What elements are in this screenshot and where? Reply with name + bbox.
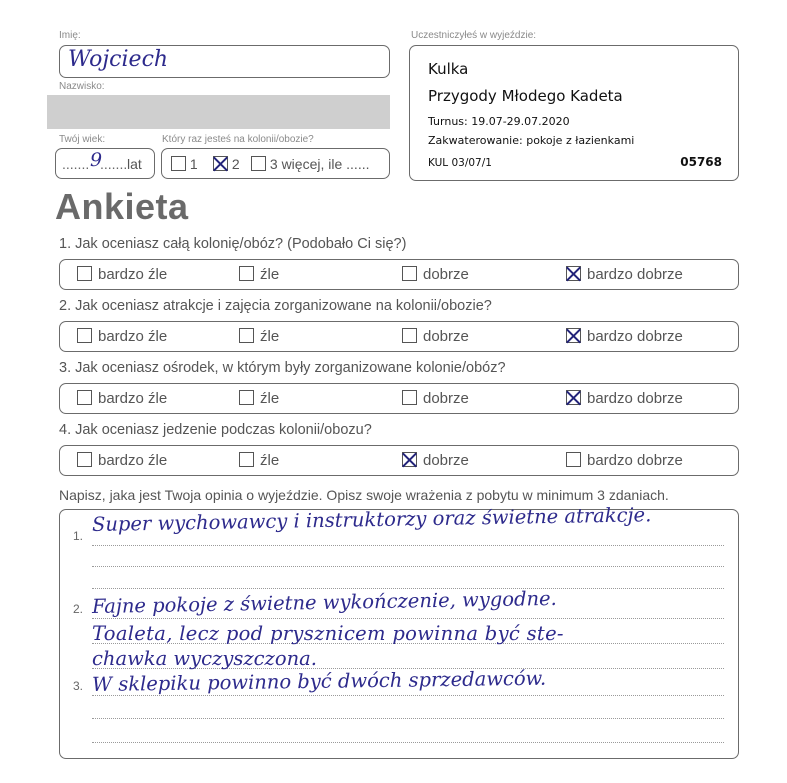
checkbox[interactable] — [239, 266, 254, 281]
checkbox-1[interactable] — [171, 156, 186, 171]
q2-option-bad[interactable]: źle — [239, 328, 279, 345]
q3-option-bad[interactable]: źle — [239, 390, 279, 407]
checkbox-checked[interactable] — [566, 328, 581, 343]
opinion-number-1: 1. — [73, 529, 84, 543]
age-suffix: lat — [127, 156, 142, 172]
name-field[interactable] — [59, 45, 390, 78]
opinion-number-3: 3. — [73, 679, 84, 693]
checkbox-2-checked[interactable] — [213, 156, 228, 171]
dotted-line — [92, 718, 724, 719]
q3-option-good[interactable]: dobrze — [402, 390, 469, 407]
camp-line2: Przygody Młodego Kadeta — [428, 87, 623, 105]
age-label: Twój wiek: — [59, 134, 106, 145]
name-label: Imię: — [59, 30, 81, 41]
checkbox-checked[interactable] — [566, 266, 581, 281]
checkbox-checked[interactable] — [566, 390, 581, 405]
checkbox[interactable] — [239, 328, 254, 343]
surname-redacted — [47, 95, 390, 129]
checkbox[interactable] — [77, 452, 92, 467]
checkbox[interactable] — [239, 390, 254, 405]
q2-option-very-bad[interactable]: bardzo źle — [77, 328, 167, 345]
age-field[interactable]: ....... 9 ....... lat — [55, 148, 155, 179]
question-2: 2. Jak oceniasz atrakcje i zajęcia zorganizowane na kolonii/obozie? — [59, 298, 492, 314]
question-1: 1. Jak oceniasz całą kolonię/obóz? (Podobało Ci się?) — [59, 236, 407, 252]
checkbox[interactable] — [77, 266, 92, 281]
opinion-line-2c: chawka wyczyszczona. — [92, 647, 317, 670]
camp-code: KUL 03/07/1 — [428, 157, 492, 169]
checkbox[interactable] — [402, 328, 417, 343]
camp-line1: Kulka — [428, 60, 469, 78]
question-4: 4. Jak oceniasz jedzenie podczas kolonii/obozu? — [59, 422, 372, 438]
answer-row-3 — [59, 383, 739, 414]
surname-label: Nazwisko: — [59, 81, 105, 92]
times-label: Który raz jesteś na kolonii/obozie? — [162, 134, 314, 145]
dotted-line — [92, 566, 724, 567]
survey-title: Ankieta — [55, 186, 189, 227]
q4-option-very-good[interactable]: bardzo dobrze — [566, 452, 683, 469]
answer-row-1 — [59, 259, 739, 290]
times-option-2[interactable]: 2 — [213, 156, 240, 172]
q1-option-very-bad[interactable]: bardzo źle — [77, 266, 167, 283]
opinion-line-2b: Toaleta, lecz pod prysznicem powinna być ste- — [92, 622, 564, 645]
checkbox[interactable] — [402, 390, 417, 405]
times-field — [161, 148, 390, 179]
camp-turnus: Turnus: 19.07-29.07.2020 — [428, 115, 570, 128]
q1-option-bad[interactable]: źle — [239, 266, 279, 283]
q3-option-very-good[interactable]: bardzo dobrze — [566, 390, 683, 407]
opinion-prompt: Napisz, jaka jest Twoja opinia o wyjeździe. Opisz swoje wrażenia z pobytu w minimum 3 zdaniach. — [59, 487, 669, 503]
q3-option-very-bad[interactable]: bardzo źle — [77, 390, 167, 407]
times-option-3[interactable]: 3 więcej, ile ...... — [251, 156, 369, 172]
dotted-line — [92, 695, 724, 696]
checkbox-checked[interactable] — [402, 452, 417, 467]
question-3: 3. Jak oceniasz ośrodek, w którym były zorganizowane kolonie/obóz? — [59, 360, 506, 376]
times-option-1[interactable]: 1 — [171, 156, 198, 172]
checkbox[interactable] — [77, 328, 92, 343]
opinion-line-2a: Fajne pokoje z świetne wykończenie, wygodne. — [91, 586, 557, 618]
camp-number: 05768 — [680, 155, 722, 169]
q1-option-good[interactable]: dobrze — [402, 266, 469, 283]
q2-option-good[interactable]: dobrze — [402, 328, 469, 345]
participated-label: Uczestniczyłeś w wyjeździe: — [411, 30, 537, 41]
q1-option-very-good[interactable]: bardzo dobrze — [566, 266, 683, 283]
name-value: Wojciech — [68, 47, 169, 72]
age-value: 9 — [90, 149, 103, 171]
answer-row-2 — [59, 321, 739, 352]
dotted-line — [92, 545, 724, 546]
opinion-line-3: W sklepiku powinno być dwóch sprzedawców. — [91, 666, 547, 696]
checkbox[interactable] — [239, 452, 254, 467]
q4-option-bad[interactable]: źle — [239, 452, 279, 469]
dotted-line — [92, 618, 724, 619]
opinion-line-1: Super wychowawcy i instruktorzy oraz świetne atrakcje. — [91, 503, 652, 536]
opinion-number-2: 2. — [73, 602, 84, 616]
q4-option-good[interactable]: dobrze — [402, 452, 469, 469]
checkbox[interactable] — [566, 452, 581, 467]
q2-option-very-good[interactable]: bardzo dobrze — [566, 328, 683, 345]
answer-row-4 — [59, 445, 739, 476]
checkbox[interactable] — [402, 266, 417, 281]
camp-info-box — [409, 45, 739, 181]
q4-option-very-bad[interactable]: bardzo źle — [77, 452, 167, 469]
camp-accommodation: Zakwaterowanie: pokoje z łazienkami — [428, 134, 635, 147]
dotted-line — [92, 742, 724, 743]
checkbox-3[interactable] — [251, 156, 266, 171]
checkbox[interactable] — [77, 390, 92, 405]
